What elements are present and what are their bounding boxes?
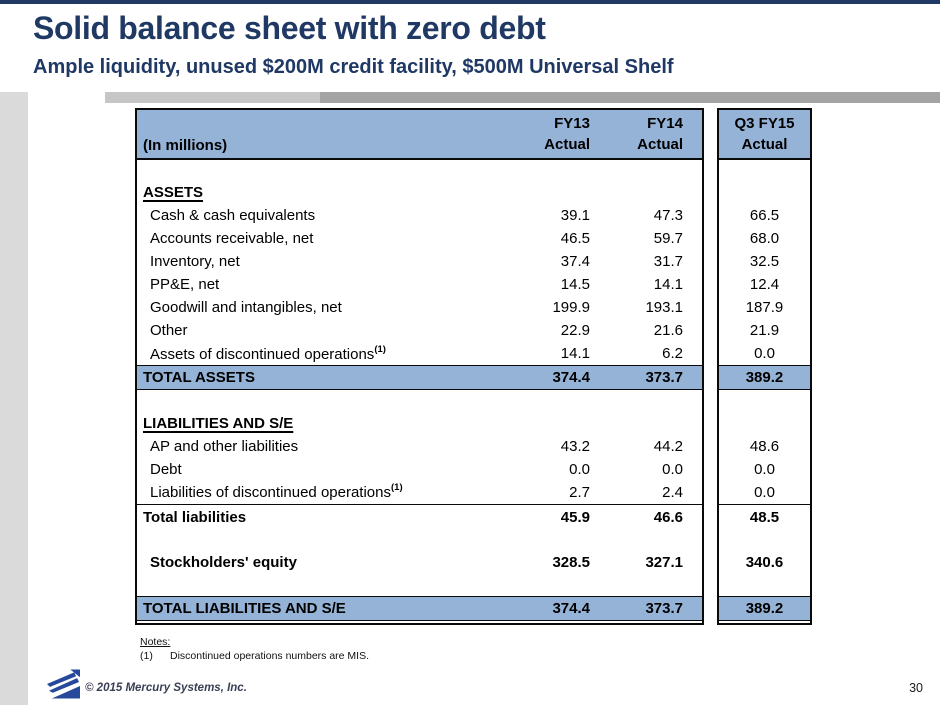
column-header-fy13: [497, 110, 590, 158]
footnote-marker: (1): [374, 343, 386, 355]
table-row-total-liabilities: [137, 504, 702, 530]
cell-fy13: 199.9: [552, 299, 590, 317]
q3-row-debt: 0.0: [754, 460, 775, 478]
cell-fy14: 59.7: [653, 230, 683, 248]
row-label: TOTAL LIABILITIES AND S/E: [143, 600, 346, 617]
column-header-q3fy15: [719, 110, 810, 160]
row-label: Other: [150, 322, 188, 340]
notes-block: [140, 636, 369, 662]
cell-fy13: 14.1: [560, 345, 590, 363]
q3-row-inventory-net: 32.5: [749, 253, 780, 271]
q3-row-liabilities-of-discontinued-operations: 0.0: [754, 483, 775, 501]
row-label: TOTAL ASSETS: [143, 369, 255, 387]
balance-sheet-table: [135, 108, 704, 625]
cell-fy13: 2.7: [569, 483, 590, 501]
row-label: PP&E, net: [150, 276, 220, 294]
row-label: AP and other liabilities: [150, 437, 299, 455]
left-edge-strip: [0, 92, 28, 705]
row-label: Goodwill and intangibles, net: [150, 299, 342, 317]
cell-fy14: 6.2: [662, 345, 683, 363]
table-row-assets-of-discontinued-operations: [137, 342, 702, 365]
q3-row-assets-of-discontinued-operations: 0.0: [754, 345, 775, 363]
row-label: Accounts receivable, net: [150, 230, 314, 248]
table-row-total-assets: [137, 365, 702, 390]
q3-row-blank: [719, 390, 810, 411]
row-label: Debt: [150, 460, 182, 478]
cell-fy13: 46.5: [560, 230, 590, 248]
column-header-q3fy15-line1: Q3 FY15: [734, 114, 795, 132]
divider-band-notch: [28, 90, 105, 105]
top-accent-bar: [0, 0, 940, 4]
row-label: ASSETS: [143, 184, 204, 202]
footnote-marker: (1): [391, 482, 403, 493]
cell-fy13: 374.4: [552, 600, 590, 617]
column-header-fy14: [590, 110, 683, 158]
cell-fy13: 39.1: [560, 207, 590, 225]
table-row-liabilities-of-discontinued-operations: [137, 481, 702, 504]
cell-fy13: 45.9: [560, 508, 590, 526]
slide-title: Solid balance sheet with zero debt: [33, 10, 546, 46]
cell-fy14: 373.7: [645, 600, 683, 617]
table-row-cash-cash-equivalents: [137, 204, 702, 227]
q3-fy15-column-table: [717, 108, 812, 625]
mercury-logo-icon: [47, 669, 80, 699]
table-body: [137, 160, 702, 621]
note-number: (1): [140, 650, 153, 662]
header-right-pad: [683, 110, 702, 158]
q3-row-blank: [719, 575, 810, 596]
table-row-blank: [137, 390, 702, 411]
table-row-blank: [137, 530, 702, 551]
column-header-fy14-line2: Actual: [637, 136, 683, 154]
table-row-blank: [137, 575, 702, 596]
table-row-assets: [137, 181, 702, 204]
copyright-text: © 2015 Mercury Systems, Inc.: [85, 682, 247, 694]
table-row-accounts-receivable-net: [137, 227, 702, 250]
cell-fy14: 21.6: [653, 322, 683, 340]
row-label: LIABILITIES AND S/E: [143, 414, 294, 432]
row-label: Total liabilities: [143, 508, 247, 526]
q3-row-ap-and-other-liabilities: 48.6: [749, 437, 780, 455]
q3-row-pp-e-net: 12.4: [749, 276, 780, 294]
table-row-total-liabilities-and-s-e: [137, 596, 702, 621]
column-header-fy13-line1: FY13: [554, 114, 590, 132]
note-text: Discontinued operations numbers are MIS.: [170, 650, 370, 662]
table-row-blank: [137, 160, 702, 181]
divider-band-dark: [320, 92, 940, 103]
cell-fy14: 46.6: [653, 508, 683, 526]
table-row-ap-and-other-liabilities: [137, 435, 702, 458]
cell-fy13: 22.9: [560, 322, 590, 340]
slide-subtitle: Ample liquidity, unused $200M credit facility, $500M Universal Shelf: [33, 56, 674, 78]
cell-fy14: 0.0: [662, 460, 683, 478]
table-row-inventory-net: [137, 250, 702, 273]
note-item: [140, 650, 369, 662]
table-row-debt: [137, 458, 702, 481]
cell-fy14: 14.1: [653, 276, 683, 294]
units-label: (In millions): [143, 137, 228, 154]
q3-table-body: [719, 160, 810, 621]
cell-fy14: 193.1: [645, 299, 683, 317]
cell-fy13: 37.4: [560, 253, 590, 271]
row-label: Inventory, net: [150, 253, 240, 271]
cell-fy13: 43.2: [560, 437, 590, 455]
cell-fy14: 47.3: [653, 207, 683, 225]
column-header-q3fy15-line2: Actual: [741, 136, 788, 154]
cell-fy13: 0.0: [569, 460, 590, 478]
row-label: Liabilities of discontinued operations$^{(1)}$: [150, 482, 403, 501]
table-row-stockholders-equity: [137, 551, 702, 575]
page-number: 30: [909, 681, 923, 695]
row-label: Assets of discontinued operations$^{(1)}$: [150, 343, 386, 363]
cell-fy14: 327.1: [645, 554, 683, 572]
q3-row-accounts-receivable-net: 68.0: [749, 230, 780, 248]
table-row-liabilities-and-s-e: [137, 412, 702, 435]
cell-fy13: 328.5: [552, 554, 590, 572]
row-label: Cash & cash equivalents: [150, 207, 316, 225]
column-header-fy13-line2: Actual: [544, 136, 590, 154]
q3-row-liabilities-and-s-e: [719, 412, 810, 435]
q3-row-blank: [719, 160, 810, 181]
table-header-row: [137, 110, 702, 160]
cell-fy14: 2.4: [662, 483, 683, 501]
q3-row-total-liabilities-and-s-e: 389.2: [719, 596, 810, 621]
cell-fy13: 14.5: [560, 276, 590, 294]
row-label: Stockholders' equity: [150, 554, 297, 572]
cell-fy14: 373.7: [645, 369, 683, 387]
q3-row-cash-cash-equivalents: 66.5: [749, 207, 780, 225]
q3-row-total-assets: 389.2: [719, 365, 810, 390]
cell-fy13: 374.4: [552, 369, 590, 387]
cell-fy14: 44.2: [653, 437, 683, 455]
column-header-fy14-line1: FY14: [647, 114, 683, 132]
q3-row-goodwill-and-intangibles-net: 187.9: [745, 299, 784, 317]
q3-row-other: 21.9: [749, 322, 780, 340]
q3-row-stockholders-equity: 340.6: [745, 554, 784, 572]
q3-row-total-liabilities: 48.5: [719, 504, 810, 530]
cell-fy14: 31.7: [653, 253, 683, 271]
q3-row-assets: [719, 181, 810, 204]
table-row-goodwill-and-intangibles-net: [137, 296, 702, 319]
q3-row-blank: [719, 530, 810, 551]
notes-heading: Notes:: [140, 636, 171, 648]
table-row-pp-e-net: [137, 273, 702, 296]
table-row-other: [137, 319, 702, 342]
